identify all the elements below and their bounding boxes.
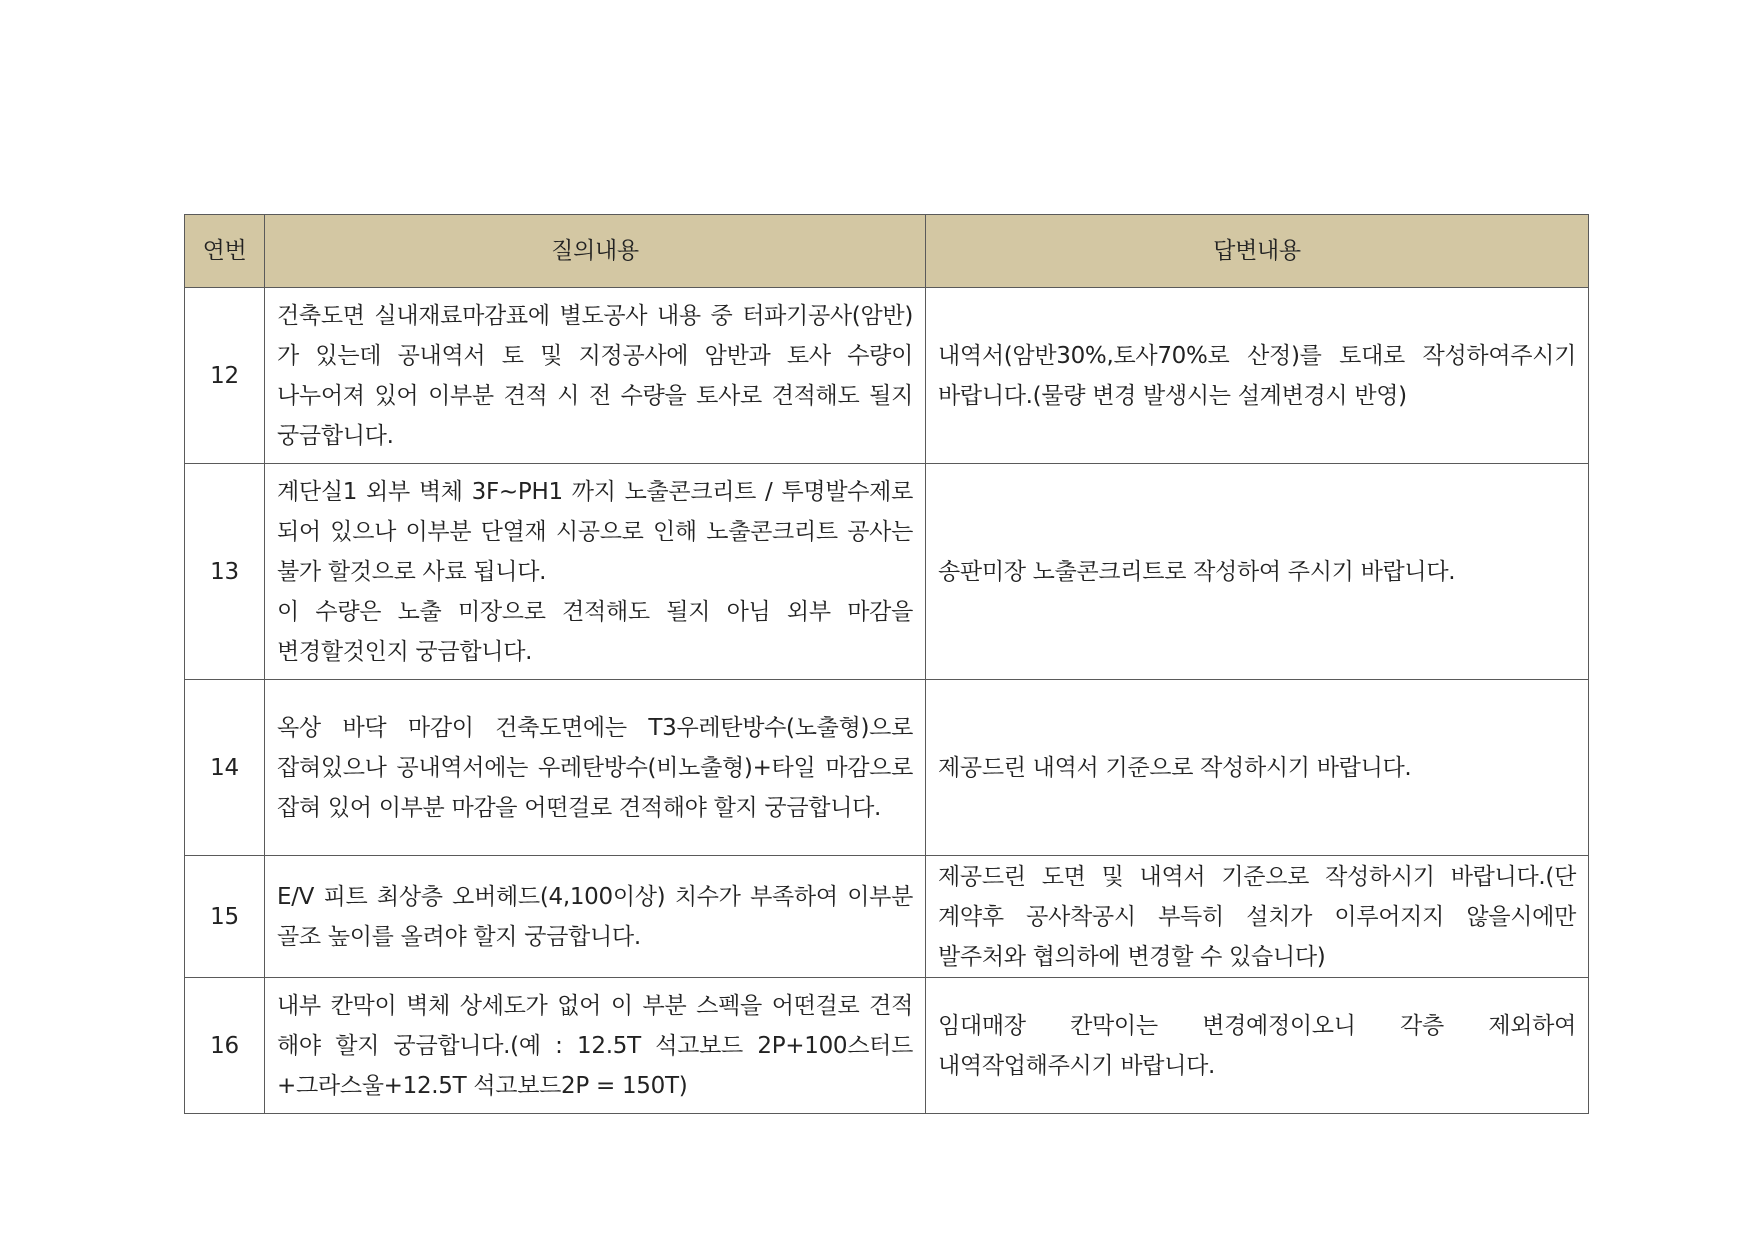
answer-cell: 내역서(암반30%,토사70%로 산정)를 토대로 작성하여주시기 바랍니다.(물량 변경 발생시는 설계변경시 반영) <box>926 288 1589 464</box>
answer-cell: 제공드린 도면 및 내역서 기준으로 작성하시기 바랍니다.(단 계약후 공사착공시 부득히 설치가 이루어지지 않을시에만 발주처와 협의하에 변경할 수 있습니다) <box>926 856 1589 978</box>
header-question: 질의내용 <box>265 215 926 288</box>
header-answer: 답변내용 <box>926 215 1589 288</box>
header-row <box>185 215 1589 288</box>
row-number: 13 <box>185 464 265 680</box>
table-body <box>185 288 1589 1114</box>
table-row <box>185 680 1589 856</box>
table-row <box>185 856 1589 978</box>
qa-table <box>184 214 1589 1114</box>
answer-cell: 임대매장 칸막이는 변경예정이오니 각층 제외하여 내역작업해주시기 바랍니다. <box>926 978 1589 1114</box>
answer-cell: 제공드린 내역서 기준으로 작성하시기 바랍니다. <box>926 680 1589 856</box>
question-paragraph: 이 수량은 노출 미장으로 견적해도 될지 아님 외부 마감을 변경할것인지 궁금합니다. <box>277 598 913 665</box>
table-header <box>185 215 1589 288</box>
row-number: 16 <box>185 978 265 1114</box>
row-number: 14 <box>185 680 265 856</box>
question-cell: E/V 피트 최상층 오버헤드(4,100이상) 치수가 부족하여 이부분 골조 높이를 올려야 할지 궁금합니다. <box>265 856 926 978</box>
question-paragraph: 계단실1 외부 벽체 3F~PH1 까지 노출콘크리트 / 투명발수제로 되어 있으나 이부분 단열재 시공으로 인해 노출콘크리트 공사는 불가 할것으로 사료 됩니다. <box>277 478 913 585</box>
question-cell: 건축도면 실내재료마감표에 별도공사 내용 중 터파기공사(암반)가 있는데 공내역서 토 및 지정공사에 암반과 토사 수량이 나누어져 있어 이부분 견적 시 전 수량을 토사로 견적해도 될지 궁금합니다. <box>265 288 926 464</box>
question-cell: 내부 칸막이 벽체 상세도가 없어 이 부분 스펙을 어떤걸로 견적 해야 할지 궁금합니다.(예 : 12.5T 석고보드 2P+100스터드+그라스울+12.5T 석고보드2P = 150T) <box>265 978 926 1114</box>
answer-cell: 송판미장 노출콘크리트로 작성하여 주시기 바랍니다. <box>926 464 1589 680</box>
header-number: 연번 <box>185 215 265 288</box>
row-number: 15 <box>185 856 265 978</box>
table-row <box>185 464 1589 680</box>
table-row <box>185 288 1589 464</box>
table-row <box>185 978 1589 1114</box>
question-cell <box>265 464 926 680</box>
question-cell: 옥상 바닥 마감이 건축도면에는 T3우레탄방수(노출형)으로 잡혀있으나 공내역서에는 우레탄방수(비노출형)+타일 마감으로 잡혀 있어 이부분 마감을 어떤걸로 견적해야 할지 궁금합니다. <box>265 680 926 856</box>
row-number: 12 <box>185 288 265 464</box>
